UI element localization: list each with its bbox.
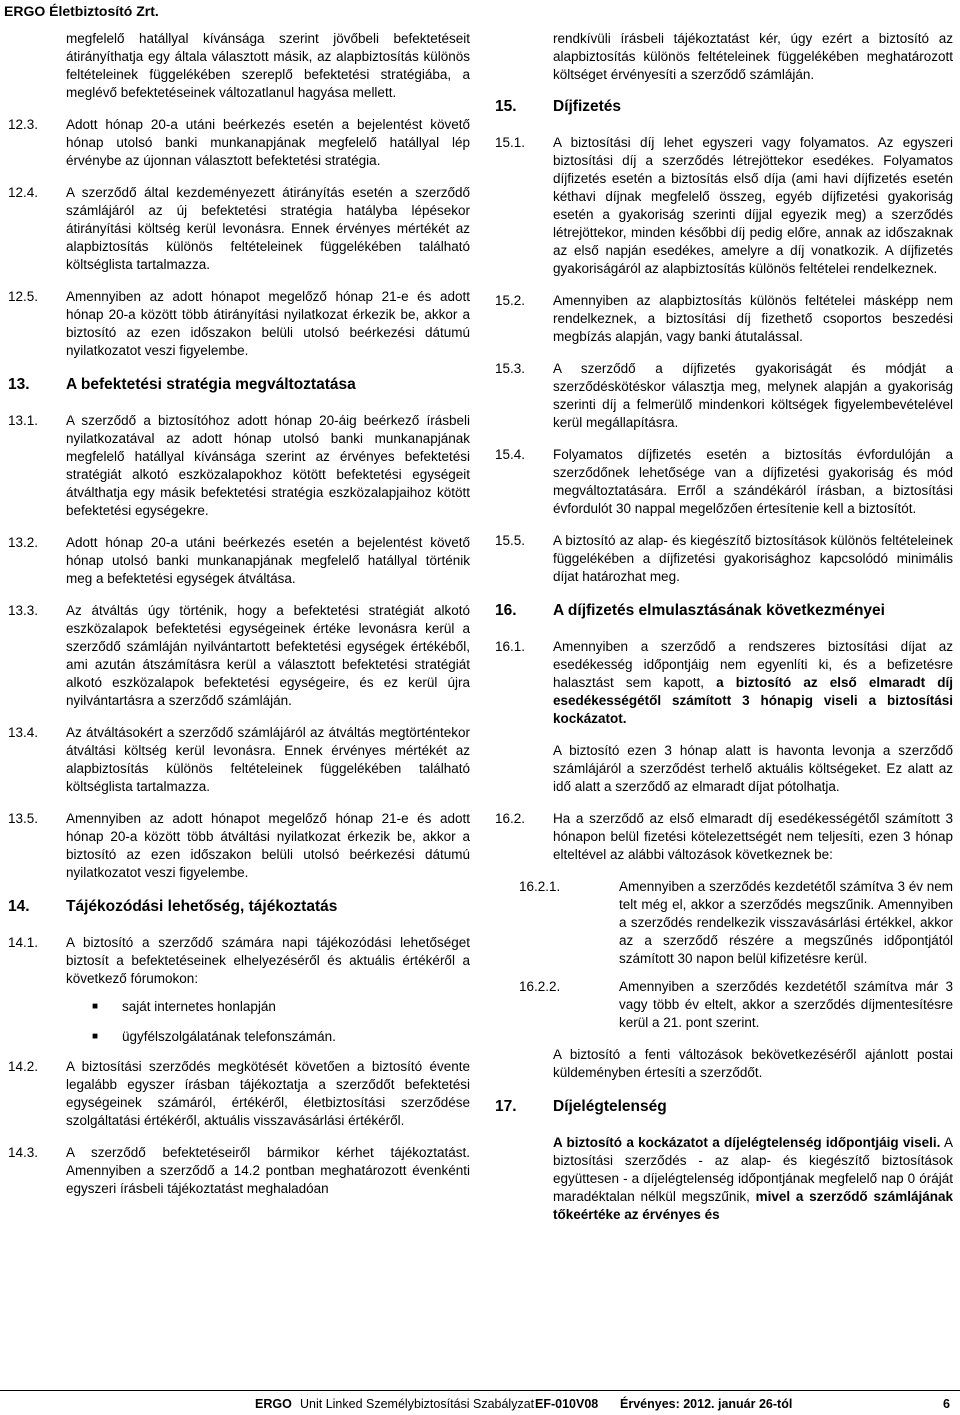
paragraph-14-2 xyxy=(8,1058,470,1130)
paragraph-text: Amennyiben az adott hónapot megelőző hónap 21-e és adott hónap 20-a között több átváltási nyilatkozat érkezik be, akkor a biztosító az ezen időszakon belüli utolsó beérkezési dátumú nyilatkozatot veszi figyelembe. xyxy=(66,811,470,880)
paragraph-16-2 xyxy=(495,810,953,864)
subparagraph-number: 16.2.1. xyxy=(519,879,561,894)
paragraph-16-1-continuation: A biztosító ezen 3 hónap alatt is havonta levonja a szerződő számlájáról a szerződést terhelő aktuális költségeket. Ez alatt az idő alatt a szerződő az elmaradt díjat pótolhatja. xyxy=(553,743,953,794)
paragraph-14-3 xyxy=(8,1144,470,1198)
list-item-text: ügyfélszolgálatának telefonszámán. xyxy=(122,1029,336,1044)
subparagraph-text: Amennyiben a szerződés kezdetétől számítva már 3 vagy több év eltelt, akkor a szerződés díjmentesítésre kerül a 21. pont szerint. xyxy=(619,979,953,1030)
paragraph-text: A biztosítási díj lehet egyszeri vagy folyamatos. Az egyszeri biztosítási díj a szerződés létrejöttekor esedékes. Folyamatos díjfizetés esetén a biztosítás első díja (ami havi díjfizetés esetén kéthavi díjnak megfelelő összeg, egyéb díjfizetési gyakoriság esetén a gyakoriság szerinti díjjal egyezik meg) a szerződés létrejöttekor, minden későbbi díj pedig előre, annak az időszaknak az első napján esedékes, amelyre a díj vonatkozik. A díjfizetés gyakoriságáról az alapbiztosítás különös feltételei rendelkeznek. xyxy=(553,135,953,276)
paragraph-text: A szerződő befektetéseiről bármikor kérhet tájékoztatást. Amennyiben a szerződő a 14.2 pontban meghatározott évenkénti egyszeri írásbeli tájékoztatást meghaladóan xyxy=(66,1145,470,1196)
section-number: 16. xyxy=(495,602,517,619)
paragraph-14-1 xyxy=(8,934,470,988)
footer-valid-date: Érvényes: 2012. január 26-tól xyxy=(620,1397,793,1411)
paragraph-text: Ha a szerződő az első elmaradt díj esedékességétől számított 3 hónapon belül fizetési kötelezettségét nem teljesíti, ezen 3 hónap elteltével az alábbi változások következnek be: xyxy=(553,811,953,862)
paragraph-13-2 xyxy=(8,534,470,588)
paragraph-13-5 xyxy=(8,810,470,882)
subparagraph-16-2-2 xyxy=(519,978,953,1032)
footer-code: EF-010V08 xyxy=(535,1397,599,1411)
paragraph-12-3 xyxy=(8,116,470,170)
list-item xyxy=(8,998,470,1016)
paragraph-number: 15.3. xyxy=(495,361,526,376)
paragraph-text: Az átváltásokért a szerződő számlájáról az átváltás megtörténtekor átváltási költség kerül levonásra. Ennek érvényes mértékét az alapbiztosítás különös feltételeinek függelékében található költséglista tartalmazza. xyxy=(66,725,470,794)
paragraph-number: 15.2. xyxy=(495,293,526,308)
paragraph-text: A biztosító az alap- és kiegészítő biztosítások különös feltételeinek függelékében a díjfizetési gyakorisághoz kapcsolódó minimális díjat határozhat meg. xyxy=(553,533,953,584)
section-number: 13. xyxy=(8,376,30,393)
section-number: 17. xyxy=(495,1098,517,1115)
section-number: 14. xyxy=(8,898,30,915)
section-title: Díjelégtelenség xyxy=(553,1098,667,1115)
section-heading-15 xyxy=(495,98,953,116)
paragraph-text: A szerződő által kezdeményezett átirányítás esetén a szerződő számlájáról az új befektetési stratégia hatályba lépésekor átirányítási költség kerül levonásra. Ennek érvényes mértékét az alapbiztosítás különös feltételeinek függelékében található költséglista tartalmazza. xyxy=(66,185,470,272)
paragraph-16-2-continuation: A biztosító a fenti változások bekövetkezéséről ajánlott postai küldeményben értesíti a szerződőt. xyxy=(553,1047,953,1080)
paragraph-text: A szerződő a díjfizetés gyakoriságát és módját a szerződéskötéskor választja meg, melynek alapján a gyakoriság szerinti díj a felmerülő mindenkori költségek figyelembevételével kerül megállapításra. xyxy=(553,361,953,430)
paragraph-13-4 xyxy=(8,724,470,796)
paragraph-number: 13.4. xyxy=(8,725,39,740)
paragraph-text: Amennyiben az alapbiztosítás különös feltételei másképp nem rendelkeznek, a biztosítási díj fizethető csoportos beszedési megbízás alapján, vagy banki átutalással. xyxy=(553,293,953,344)
emphasized-text: mivel a szerződő számlájának tőkeértéke az érvényes és xyxy=(553,1189,953,1222)
right-column xyxy=(495,30,953,1238)
paragraph-text xyxy=(553,638,953,728)
continuation-paragraph: megfelelő hatállyal kívánsága szerint jövőbeli befektetéseit átirányíthatja egy általa választott másik, az alapbiztosítás különös feltételeinek függelékében szereplő befektetési stratégiába, a meglévő befektetéseinek változatlanul hagyása mellett. xyxy=(66,31,470,100)
paragraph-number: 15.5. xyxy=(495,533,526,548)
paragraph-text: Adott hónap 20-a utáni beérkezés esetén a bejelentést követő hónap utolsó banki munkanapjának megfelelő hatállyal lép érvénybe az újonnan választott befektetési stratégia. xyxy=(66,117,470,168)
subparagraph-text: Amennyiben a szerződés kezdetétől számítva 3 év nem telt még el, akkor a szerződés megszűnik. Amennyiben a szerződés rendelkezik visszavásárlási értékkel, akkor az a szerződő részére a megszűnés időpontjától számított 30 napon belül kifizetésre kerül. xyxy=(619,879,953,966)
paragraph-text: Amennyiben az adott hónapot megelőző hónap 21-e és adott hónap 20-a között több átirányítási nyilatkozat érkezik be, akkor a biztosító az ezen időszakon belüli utolsó beérkezési dátumú nyilatkozatot veszi figyelembe. xyxy=(66,289,470,358)
footer-brand: ERGO xyxy=(255,1397,292,1411)
paragraph-number: 14.1. xyxy=(8,935,39,950)
page-number: 6 xyxy=(943,1397,950,1411)
paragraph-text: Az átváltás úgy történik, hogy a befektetési stratégiát alkotó eszközalapok befektetési egységeinek értéke levonásra kerül a szerződő számláján nyilvántartott befektetési egységek értékéből, ami azután átszámításra kerül a választott befektetési stratégiát alkotó eszközalapok befektetési egységeire, és ez kerül újra nyilvántartásra a szerződő számláján. xyxy=(66,603,470,708)
paragraph-12-5 xyxy=(8,288,470,360)
paragraph-17 xyxy=(495,1134,953,1224)
paragraph-15-1 xyxy=(495,134,953,278)
paragraph-number: 16.1. xyxy=(495,639,526,654)
paragraph-text: A biztosító a szerződő számára napi tájékozódási lehetőséget biztosít a befektetéseinek elhelyezéséről és aktuális értékéről a következő fórumokon: xyxy=(66,935,470,986)
section-title: A díjfizetés elmulasztásának következményei xyxy=(553,602,885,619)
paragraph-text: A biztosítási szerződés megkötését követően a biztosító évente legalább egyszer írásban tájékoztatja a szerződőt befektetési egységeinek számáról, értékéről, életbiztosítási szerződése szolgáltatási értékéről, aktuális visszavásárlási értékéről. xyxy=(66,1059,470,1128)
paragraph-number: 13.2. xyxy=(8,535,39,550)
paragraph-12-4 xyxy=(8,184,470,274)
section-title: Tájékozódási lehetőség, tájékoztatás xyxy=(66,898,338,915)
square-bullet-icon: ■ xyxy=(92,1031,99,1042)
emphasized-text: A biztosító a kockázatot a díjelégtelenség időpontjáig viseli. xyxy=(553,1135,941,1150)
section-heading-14 xyxy=(8,898,470,916)
paragraph-number: 14.2. xyxy=(8,1059,39,1074)
paragraph-15-3 xyxy=(495,360,953,432)
emphasized-text: a biztosító az első elmaradt díj esedékességétől számított 3 hónapig viseli a biztosítási kockázatot. xyxy=(553,675,953,726)
subparagraph-number: 16.2.2. xyxy=(519,979,561,994)
paragraph-number: 14.3. xyxy=(8,1145,39,1160)
section-title: Díjfizetés xyxy=(553,98,622,115)
paragraph-text: Adott hónap 20-a utáni beérkezés esetén a bejelentést követő hónap utolsó banki munkanapjának megfelelő hatállyal történik meg a befektetési egységek átváltása. xyxy=(66,535,470,586)
company-header: ERGO Életbiztosító Zrt. xyxy=(4,3,159,19)
paragraph-number: 15.1. xyxy=(495,135,526,150)
paragraph-text: Folyamatos díjfizetés esetén a biztosítás évfordulóján a szerződőnek lehetősége van a díjfizetési gyakoriság és mód megváltoztatására. Erről a szándékáról írásban, a biztosítási évfordulót 30 nappal megelőzően értesítenie kell a biztosítót. xyxy=(553,447,953,516)
section-number: 15. xyxy=(495,98,517,115)
list-item xyxy=(8,1028,470,1046)
paragraph-text: A szerződő a biztosítóhoz adott hónap 20-áig beérkező írásbeli nyilatkozatával az adott hónap utolsó banki munkanapjának megfelelő hatállyal kívánsága szerint az érvényes befektetési stratégiát alkotó eszközalapokhoz kötött befektetési egységeit átválthatja egy másik befektetési stratégia eszközalapjaihoz kötött befektetési egységekre. xyxy=(66,413,470,518)
list-item-text: saját internetes honlapján xyxy=(122,999,276,1014)
section-heading-13 xyxy=(8,376,470,394)
footer-title: Unit Linked Személybiztosítási Szabályzat xyxy=(300,1397,535,1411)
paragraph-number: 12.5. xyxy=(8,289,39,304)
paragraph-15-2 xyxy=(495,292,953,346)
section-heading-16 xyxy=(495,602,953,620)
section-heading-17 xyxy=(495,1098,953,1116)
paragraph-13-3 xyxy=(8,602,470,710)
paragraph-15-5 xyxy=(495,532,953,586)
section-title: A befektetési stratégia megváltoztatása xyxy=(66,376,356,393)
paragraph-number: 12.4. xyxy=(8,185,39,200)
paragraph-15-4 xyxy=(495,446,953,518)
paragraph-16-1 xyxy=(495,638,953,728)
square-bullet-icon: ■ xyxy=(92,1001,99,1012)
subparagraph-16-2-1 xyxy=(519,878,953,968)
paragraph-number: 15.4. xyxy=(495,447,526,462)
paragraph-number: 12.3. xyxy=(8,117,39,132)
continuation-paragraph: rendkívüli írásbeli tájékoztatást kér, úgy ezért a biztosító az alapbiztosítás különös feltételeinek függelékében meghatározott költséget érvényesíti a szerződő számláján. xyxy=(553,31,953,82)
paragraph-number: 13.3. xyxy=(8,603,39,618)
page-footer xyxy=(0,1390,960,1411)
paragraph-number: 13.1. xyxy=(8,413,39,428)
left-column xyxy=(8,30,470,1212)
paragraph-text-part: A biztosítási szerződés - az alap- és kiegészítő biztosítások együttesen - a díjelégtelenség időpontjának megfelelő nap 0 óráját maradéktalan nélkül megszűnik, xyxy=(553,1135,953,1204)
paragraph-number: 13.5. xyxy=(8,811,39,826)
paragraph-text-part: Amennyiben a szerződő a rendszeres biztosítási díjat az esedékesség időpontjáig nem egyenlíti ki, és a befizetésre halasztást sem kapott, xyxy=(553,639,953,690)
paragraph-13-1 xyxy=(8,412,470,520)
paragraph-number: 16.2. xyxy=(495,811,526,826)
